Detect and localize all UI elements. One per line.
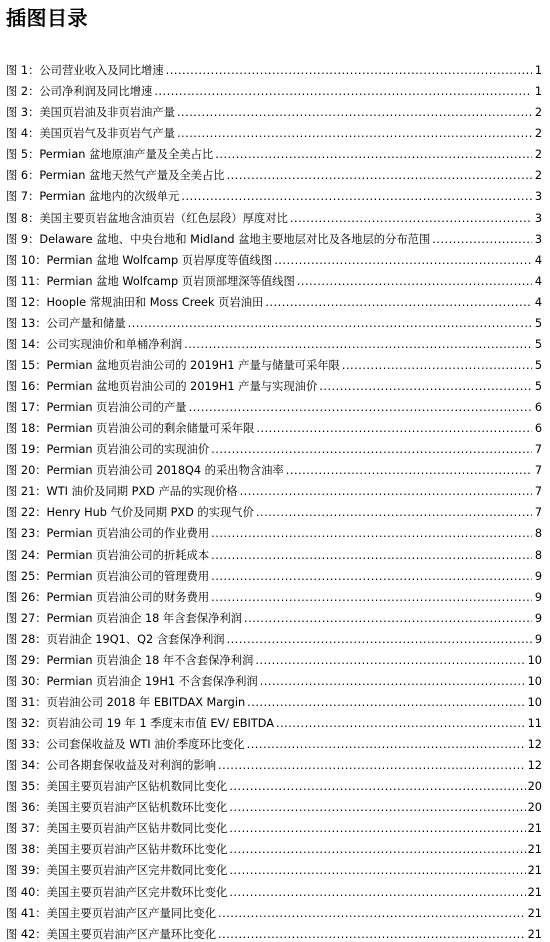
toc-entry[interactable]	[6, 310, 542, 331]
toc-entry-label: 图 2：公司净利润及同比增速	[6, 85, 153, 99]
toc-dot-leader	[128, 317, 532, 331]
toc-entry-page-number: 20	[527, 801, 542, 815]
toc-entry-page-number: 8	[534, 527, 542, 541]
toc-dot-leader	[229, 801, 525, 815]
toc-entry-label: 图 22：Henry Hub 气价及同期 PXD 的实现气价	[6, 506, 254, 520]
toc-entry[interactable]	[6, 752, 542, 773]
toc-entry-label: 图 7：Permian 盆地内的次级单元	[6, 190, 180, 204]
toc-entry-page-number: 21	[527, 843, 542, 857]
toc-entry[interactable]	[6, 773, 542, 794]
toc-dot-leader	[189, 401, 532, 415]
toc-entry[interactable]	[6, 731, 542, 752]
toc-entry-label: 图 20：Permian 页岩油公司 2018Q4 的采出物含油率	[6, 464, 284, 478]
toc-entry-label: 图 9：Delaware 盆地、中央台地和 Midland 盆地主要地层对比及各地层的分布范围	[6, 232, 431, 246]
toc-entry-page-number: 7	[534, 485, 542, 499]
toc-entry[interactable]	[6, 584, 542, 605]
toc-dot-leader	[211, 443, 532, 457]
toc-entry-label: 图 31：页岩油公司 2018 年 EBITDAX Margin	[6, 695, 246, 709]
toc-entry-page-number: 7	[534, 443, 542, 457]
toc-entry[interactable]	[6, 541, 542, 562]
toc-title: 插图目录	[6, 6, 88, 30]
toc-entry[interactable]	[6, 878, 542, 899]
toc-entry-label: 图 5：Permian 盆地原油产量及全美占比	[6, 148, 214, 162]
toc-entry-page-number: 5	[534, 316, 542, 330]
toc-entry-page-number: 21	[527, 822, 542, 836]
toc-dot-leader	[229, 886, 525, 900]
toc-entry[interactable]	[6, 626, 542, 647]
toc-entry[interactable]	[6, 520, 542, 541]
toc-dot-leader	[177, 106, 532, 120]
toc-dot-leader	[218, 907, 526, 921]
toc-dot-leader	[184, 338, 532, 352]
toc-entry-page-number: 1	[534, 64, 542, 78]
toc-entry-label: 图 16：Permian 盆地页岩油公司的 2019H1 产量与实现油价	[6, 380, 318, 393]
toc-dot-leader	[211, 591, 532, 605]
toc-dot-leader	[211, 570, 532, 584]
toc-entry[interactable]	[6, 226, 542, 247]
toc-entry[interactable]	[6, 352, 542, 373]
toc-entry-label: 图 17：Permian 页岩油公司的产量	[6, 401, 187, 415]
toc-entry[interactable]	[6, 647, 542, 668]
toc-entry[interactable]	[6, 710, 542, 731]
toc-entry[interactable]	[6, 162, 542, 183]
toc-dot-leader	[256, 422, 532, 436]
toc-entry-label: 图 28：页岩油企 19Q1、Q2 含套保净利润	[6, 632, 225, 646]
toc-entry-label: 图 11：Permian 盆地 Wolfcamp 页岩顶部埋深等值线图	[6, 274, 295, 288]
toc-entry-page-number: 11	[527, 717, 542, 730]
toc-entry-label: 图 23：Permian 页岩油公司的作业费用	[6, 527, 210, 541]
toc-dot-leader	[260, 675, 526, 689]
toc-entry[interactable]	[6, 605, 542, 626]
toc-entry-page-number: 1	[534, 85, 542, 99]
toc-entry-label: 图 26：Permian 页岩油公司的财务费用	[6, 590, 210, 604]
toc-entry-page-number: 3	[534, 232, 542, 246]
toc-entry-page-number: 21	[527, 927, 542, 941]
toc-dot-leader	[297, 275, 532, 289]
toc-entry[interactable]	[6, 794, 542, 815]
toc-entry[interactable]	[6, 668, 542, 689]
toc-entry-label: 图 4：美国页岩气及非页岩气产量	[6, 127, 175, 141]
toc-entry-page-number: 9	[534, 632, 542, 646]
toc-entry-page-number: 4	[534, 274, 542, 288]
toc-entry-label: 图 39：美国主要页岩油产区完井数同比变化	[6, 864, 228, 878]
toc-dot-leader	[286, 464, 532, 478]
toc-dot-leader	[177, 127, 532, 141]
toc-entry-label: 图 41：美国主要页岩油产区产量同比变化	[6, 906, 217, 920]
toc-entry-page-number: 21	[527, 864, 542, 878]
toc-entry[interactable]	[6, 331, 542, 352]
toc-entry-page-number: 3	[534, 190, 542, 204]
toc-entry-page-number: 5	[534, 337, 542, 351]
toc-entry-label: 图 10：Permian 盆地 Wolfcamp 页岩厚度等值线图	[6, 253, 273, 267]
toc-dot-leader	[240, 485, 532, 499]
toc-entry-label: 图 25：Permian 页岩油公司的管理费用	[6, 569, 210, 583]
toc-entry[interactable]	[6, 457, 542, 478]
toc-entry[interactable]	[6, 141, 542, 162]
toc-dot-leader	[154, 85, 532, 99]
toc-dot-leader	[211, 549, 532, 563]
toc-entry-page-number: 9	[534, 611, 542, 625]
toc-dot-leader	[265, 296, 532, 310]
figure-toc-list	[6, 57, 542, 942]
toc-entry-label: 图 15：Permian 盆地页岩油公司的 2019H1 产量与储量可采年限	[6, 358, 340, 372]
toc-entry-page-number: 7	[534, 506, 542, 520]
toc-entry[interactable]	[6, 563, 542, 584]
toc-entry-page-number: 20	[527, 780, 542, 794]
toc-entry-label: 图 24：Permian 页岩油公司的折耗成本	[6, 548, 210, 562]
toc-dot-leader	[274, 254, 532, 268]
toc-entry-page-number: 2	[534, 169, 542, 183]
toc-entry[interactable]	[6, 436, 542, 457]
toc-entry-label: 图 33：公司套保收益及 WTI 油价季度环比变化	[6, 738, 245, 752]
toc-dot-leader	[215, 148, 532, 162]
toc-entry-page-number: 5	[534, 380, 542, 393]
toc-entry[interactable]	[6, 204, 542, 225]
toc-dot-leader	[247, 696, 525, 710]
toc-entry[interactable]	[6, 78, 542, 99]
toc-entry-label: 图 32：页岩油公司 19 年 1 季度末市值 EV/ EBITDA	[6, 717, 274, 730]
toc-entry-page-number: 12	[527, 759, 542, 773]
toc-entry[interactable]	[6, 478, 542, 499]
toc-entry[interactable]	[6, 57, 542, 78]
toc-entry-page-number: 5	[534, 358, 542, 372]
toc-entry-page-number: 9	[534, 569, 542, 583]
toc-entry[interactable]	[6, 857, 542, 878]
toc-entry[interactable]	[6, 373, 542, 394]
toc-entry-page-number: 4	[534, 295, 542, 309]
toc-entry-page-number: 10	[527, 695, 542, 709]
toc-entry-page-number: 8	[534, 548, 542, 562]
toc-dot-leader	[256, 506, 532, 520]
toc-entry-label: 图 37：美国主要页岩油产区钻井数同比变化	[6, 822, 228, 836]
toc-entry[interactable]	[6, 289, 542, 310]
toc-entry[interactable]	[6, 99, 542, 120]
toc-dot-leader	[255, 654, 525, 668]
toc-dot-leader	[227, 169, 532, 183]
toc-entry-label: 图 40：美国主要页岩油产区完井数环比变化	[6, 885, 228, 899]
toc-entry-page-number: 10	[527, 653, 542, 667]
toc-entry[interactable]	[6, 120, 542, 141]
toc-dot-leader	[244, 612, 532, 626]
toc-entry-page-number: 9	[534, 590, 542, 604]
toc-entry[interactable]	[6, 415, 542, 436]
toc-entry-label: 图 21：WTI 油价及同期 PXD 产品的实现价格	[6, 485, 238, 499]
toc-dot-leader	[247, 738, 526, 752]
toc-entry-label: 图 14：公司实现油价和单桶净利润	[6, 337, 183, 351]
toc-entry[interactable]	[6, 900, 542, 921]
toc-entry-page-number: 12	[527, 738, 542, 752]
toc-dot-leader	[218, 928, 526, 942]
toc-entry-label: 图 27：Permian 页岩油企 18 年含套保净利润	[6, 611, 243, 625]
toc-entry-page-number: 2	[534, 148, 542, 162]
toc-entry[interactable]	[6, 394, 542, 415]
toc-entry[interactable]	[6, 268, 542, 289]
toc-entry-page-number: 2	[534, 106, 542, 120]
toc-dot-leader	[229, 843, 525, 857]
toc-dot-leader	[319, 380, 532, 394]
toc-dot-leader	[181, 190, 532, 204]
toc-entry[interactable]	[6, 815, 542, 836]
toc-entry-page-number: 21	[527, 885, 542, 899]
toc-entry-label: 图 12：Hoople 常规油田和 Moss Creek 页岩油田	[6, 295, 264, 309]
toc-entry[interactable]	[6, 836, 542, 857]
toc-entry[interactable]	[6, 689, 542, 710]
toc-entry-label: 图 18：Permian 页岩油公司的剩余储量可采年限	[6, 422, 255, 436]
toc-dot-leader	[211, 527, 532, 541]
toc-dot-leader	[276, 717, 526, 731]
toc-entry-label: 图 30：Permian 页岩油企 19H1 不含套保净利润	[6, 674, 258, 688]
toc-entry-page-number: 21	[527, 906, 542, 920]
toc-dot-leader	[229, 822, 525, 836]
toc-entry-page-number: 10	[527, 674, 542, 688]
toc-entry-label: 图 36：美国主要页岩油产区钻机数环比变化	[6, 801, 228, 815]
toc-entry-page-number: 2	[534, 127, 542, 141]
toc-entry[interactable]	[6, 183, 542, 204]
toc-entry-label: 图 8：美国主要页岩盆地含油页岩（红色层段）厚度对比	[6, 211, 288, 225]
toc-entry-label: 图 3：美国页岩油及非页岩油产量	[6, 106, 175, 120]
toc-entry-label: 图 29：Permian 页岩油企 18 年不含套保净利润	[6, 653, 254, 667]
toc-entry-label: 图 42：美国主要页岩油产区产量环比变化	[6, 927, 217, 941]
toc-entry-label: 图 35：美国主要页岩油产区钻机数同比变化	[6, 780, 228, 794]
toc-dot-leader	[229, 864, 525, 878]
toc-entry[interactable]	[6, 247, 542, 268]
toc-dot-leader	[290, 212, 532, 226]
toc-dot-leader	[229, 780, 525, 794]
toc-entry-page-number: 3	[534, 211, 542, 225]
toc-entry-label: 图 6：Permian 盆地天然气产量及全美占比	[6, 169, 225, 183]
toc-entry-page-number: 7	[534, 464, 542, 478]
toc-dot-leader	[218, 759, 526, 773]
toc-entry[interactable]	[6, 921, 542, 942]
toc-entry-page-number: 6	[534, 401, 542, 415]
toc-entry-page-number: 4	[534, 253, 542, 267]
toc-entry-label: 图 38：美国主要页岩油产区钻井数环比变化	[6, 843, 228, 857]
toc-entry-label: 图 34：公司各期套保收益及对利润的影响	[6, 759, 217, 773]
toc-entry-page-number: 6	[534, 422, 542, 436]
toc-dot-leader	[342, 359, 532, 373]
toc-dot-leader	[432, 233, 532, 247]
toc-entry-label: 图 19：Permian 页岩油公司的实现油价	[6, 443, 210, 457]
toc-entry[interactable]	[6, 499, 542, 520]
toc-dot-leader	[227, 633, 532, 647]
toc-entry-label: 图 13：公司产量和储量	[6, 316, 126, 330]
toc-dot-leader	[166, 64, 532, 78]
toc-entry-label: 图 1：公司营业收入及同比增速	[6, 64, 164, 78]
